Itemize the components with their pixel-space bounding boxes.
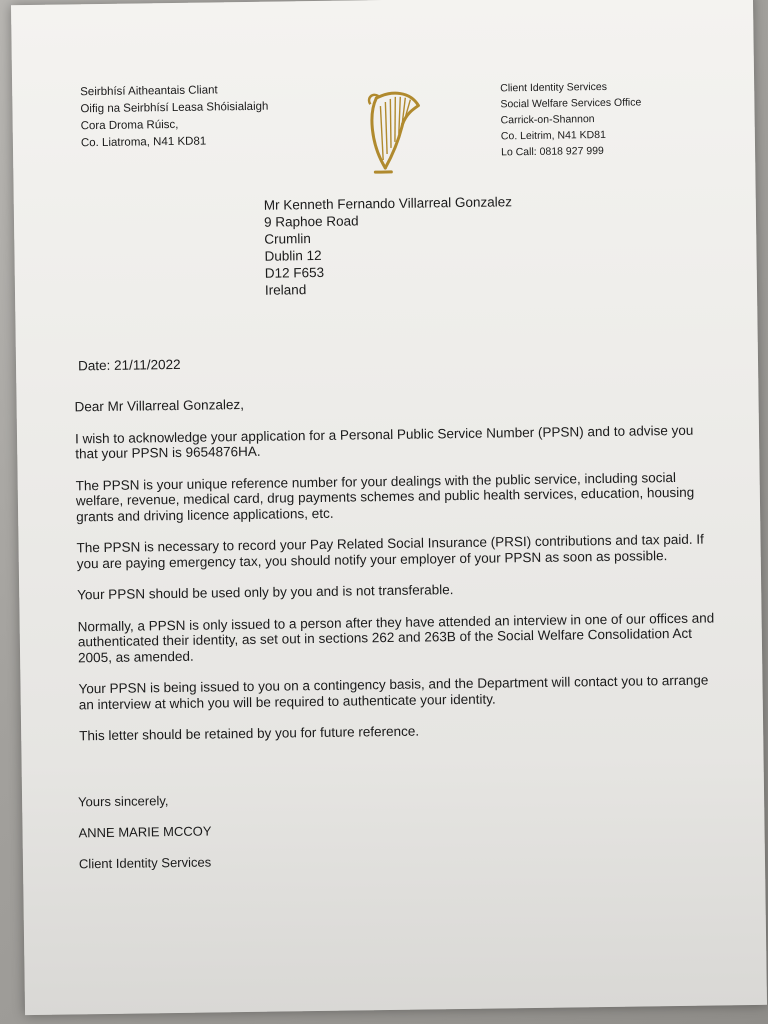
body-paragraph: Your PPSN is being issued to you on a contingency basis, and the Department will contact you to arrange an interview at which you will be required to authenticate your identity. xyxy=(78,672,709,712)
english-header-line: Carrick-on-Shannon xyxy=(500,113,595,127)
harp-emblem-icon xyxy=(362,83,425,176)
irish-header-line: Cora Droma Rúisc, xyxy=(80,118,179,133)
body-paragraph: Your PPSN should be used only by you and is not transferable. xyxy=(77,582,454,603)
english-header-line: Co. Leitrim, N41 KD81 xyxy=(500,128,606,143)
sign-off: Yours sincerely, xyxy=(78,793,169,810)
english-header-line: Social Welfare Services Office xyxy=(500,96,642,111)
body-paragraph: I wish to acknowledge your application for a Personal Public Service Number (PPSN) and to advise you that your PPSN is 9654876HA. xyxy=(74,422,694,462)
signatory-name: ANNE MARIE MCCOY xyxy=(78,823,212,841)
address-line: Dublin 12 xyxy=(264,247,322,264)
letter-page xyxy=(11,0,767,1015)
address-line: 9 Raphoe Road xyxy=(263,213,359,230)
address-line: D12 F653 xyxy=(264,264,325,281)
address-line: Ireland xyxy=(264,282,307,298)
recipient-address xyxy=(264,193,514,298)
english-header-block xyxy=(500,78,642,160)
address-line: Crumlin xyxy=(264,231,311,247)
irish-header-block xyxy=(80,82,269,153)
irish-header-line: Oifig na Seirbhísí Leasa Shóisialaigh xyxy=(80,100,269,116)
body-paragraph: The PPSN is necessary to record your Pay Related Social Insurance (PRSI) contributions and tax paid. If you are paying emergency tax, you should notify your employer of your PPSN as soon as possible. xyxy=(76,531,704,571)
signatory-department: Client Identity Services xyxy=(78,854,212,872)
salutation: Dear Mr Villarreal Gonzalez, xyxy=(74,397,245,415)
irish-header-line: Co. Liatroma, N41 KD81 xyxy=(80,135,207,150)
english-header-line: Client Identity Services xyxy=(500,80,608,95)
body-paragraph: This letter should be retained by you for future reference. xyxy=(79,723,420,744)
recipient-name: Mr Kenneth Fernando Villarreal Gonzalez xyxy=(263,194,513,213)
irish-header-line: Seirbhísí Aitheantais Cliant xyxy=(80,84,218,99)
body-paragraph: The PPSN is your unique reference number for your dealings with the public service, including social welfare, revenue, medical card, drug payments schemes and public health services, education, housing grants and driving licence applications, etc. xyxy=(75,469,695,524)
letter-body xyxy=(74,390,719,759)
body-paragraph: Normally, a PPSN is only issued to a person after they have attended an interview in one of our offices and authenticated their identity, as set out in sections 262 and 263B of the Social Welfare Consolidation Act 2005, as amended. xyxy=(77,609,715,665)
letter-date: Date: 21/11/2022 xyxy=(77,356,181,374)
english-header-line: Lo Call: 0818 927 999 xyxy=(501,144,604,159)
letter-closing xyxy=(78,793,212,888)
